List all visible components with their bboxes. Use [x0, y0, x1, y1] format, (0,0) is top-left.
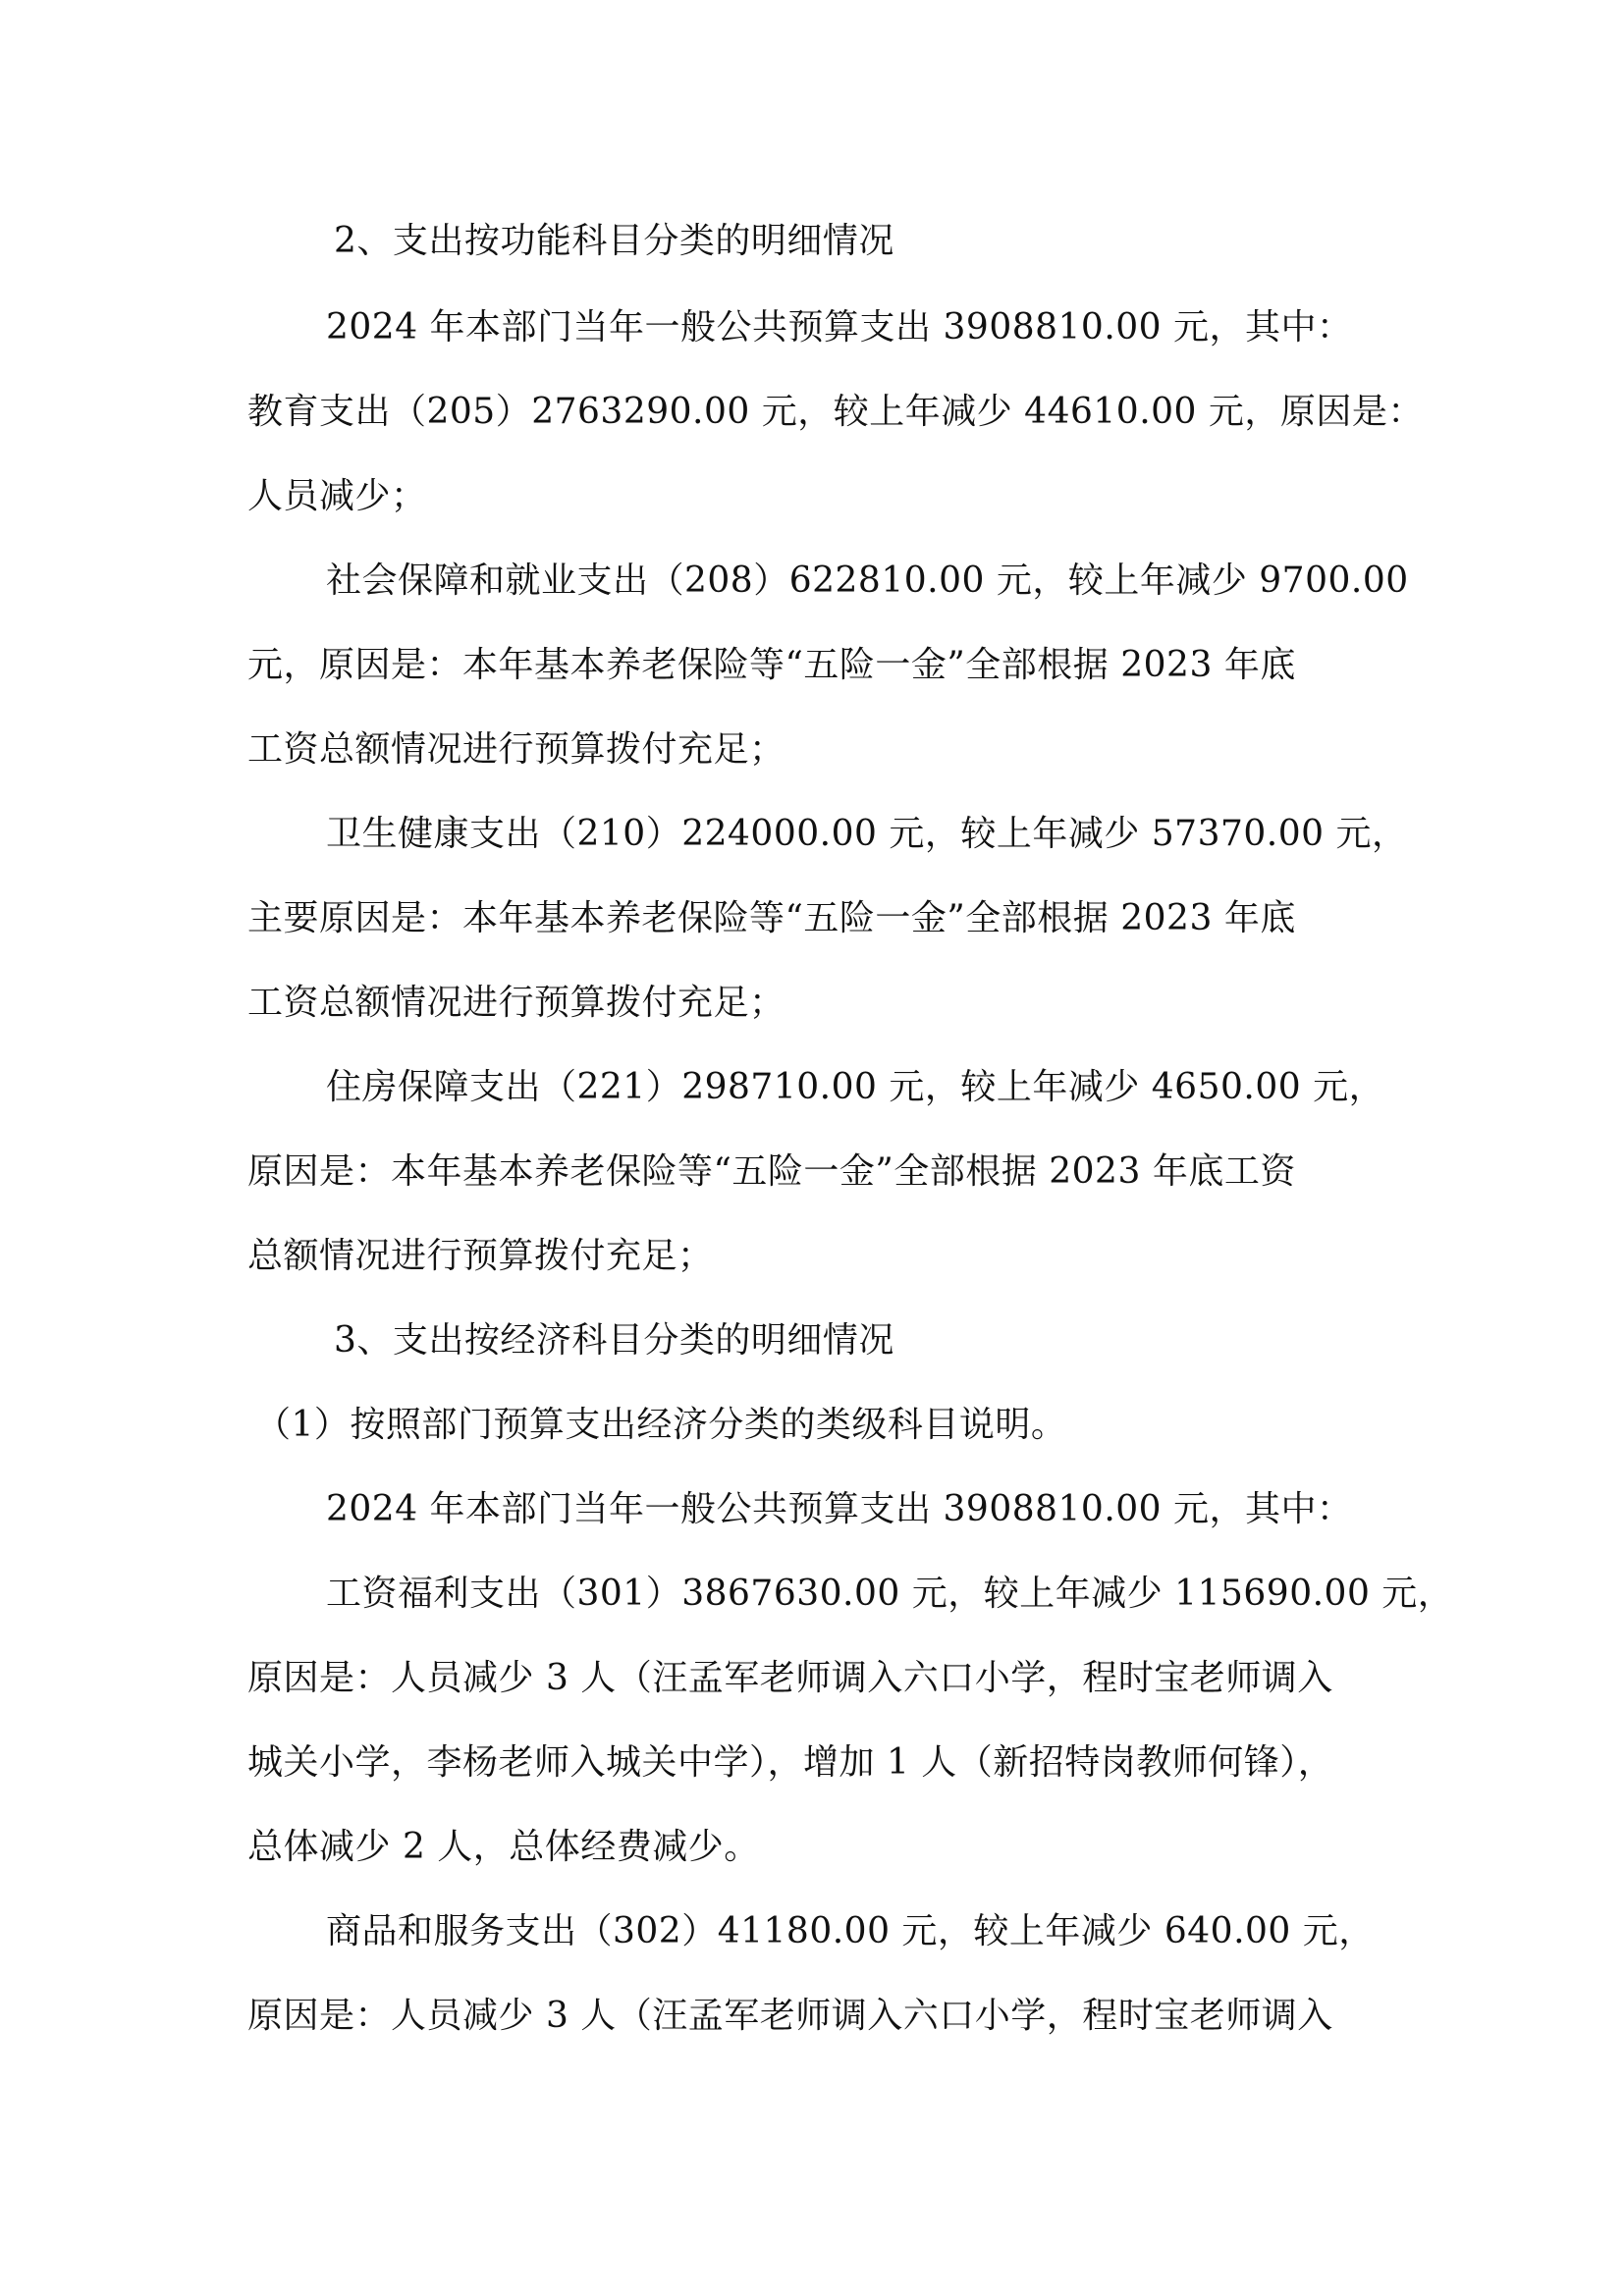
section-heading-3: 3、支出按经济科目分类的明细情况 [334, 1320, 894, 1361]
paragraph-line: 原因是：人员减少 3 人（汪孟军老师调入六口小学，程时宝老师调入 [247, 1996, 1333, 2036]
paragraph-line: 城关小学，李杨老师入城关中学），增加 1 人（新招特岗教师何锋）， [247, 1742, 1334, 1783]
paragraph-line: 工资总额情况进行预算拨付充足； [247, 983, 785, 1023]
paragraph-line: 2024 年本部门当年一般公共预算支出 3908810.00 元，其中： [326, 1489, 1353, 1529]
paragraph-line: 总额情况进行预算拨付充足； [247, 1236, 714, 1276]
paragraph-line: 教育支出（205）2763290.00 元，较上年减少 44610.00 元，原因是： [247, 392, 1424, 432]
paragraph-line: 元，原因是：本年基本养老保险等“五险一金”全部根据 2023 年底 [247, 645, 1296, 685]
paragraph-line: 工资总额情况进行预算拨付充足； [247, 729, 785, 770]
paragraph-line: 住房保障支出（221）298710.00 元，较上年减少 4650.00 元， [326, 1067, 1385, 1107]
paragraph-line: 人员减少； [247, 476, 427, 516]
section-heading-2: 2、支出按功能科目分类的明细情况 [334, 221, 894, 261]
paragraph-line: 2024 年本部门当年一般公共预算支出 3908810.00 元，其中： [326, 307, 1353, 347]
paragraph-line: 商品和服务支出（302）41180.00 元，较上年减少 640.00 元， [326, 1911, 1375, 1951]
paragraph-line: 工资福利支出（301）3867630.00 元，较上年减少 115690.00 元， [326, 1574, 1454, 1614]
subsection-heading: （1）按照部门预算支出经济分类的类级科目说明。 [255, 1405, 1067, 1445]
paragraph-line: 原因是：本年基本养老保险等“五险一金”全部根据 2023 年底工资 [247, 1151, 1296, 1192]
paragraph-line: 社会保障和就业支出（208）622810.00 元，较上年减少 9700.00 [326, 561, 1409, 601]
paragraph-line: 总体减少 2 人，总体经费减少。 [247, 1827, 760, 1867]
paragraph-line: 原因是：人员减少 3 人（汪孟军老师调入六口小学，程时宝老师调入 [247, 1658, 1333, 1698]
paragraph-line: 主要原因是：本年基本养老保险等“五险一金”全部根据 2023 年底 [247, 898, 1296, 938]
paragraph-line: 卫生健康支出（210）224000.00 元，较上年减少 57370.00 元， [326, 814, 1408, 854]
